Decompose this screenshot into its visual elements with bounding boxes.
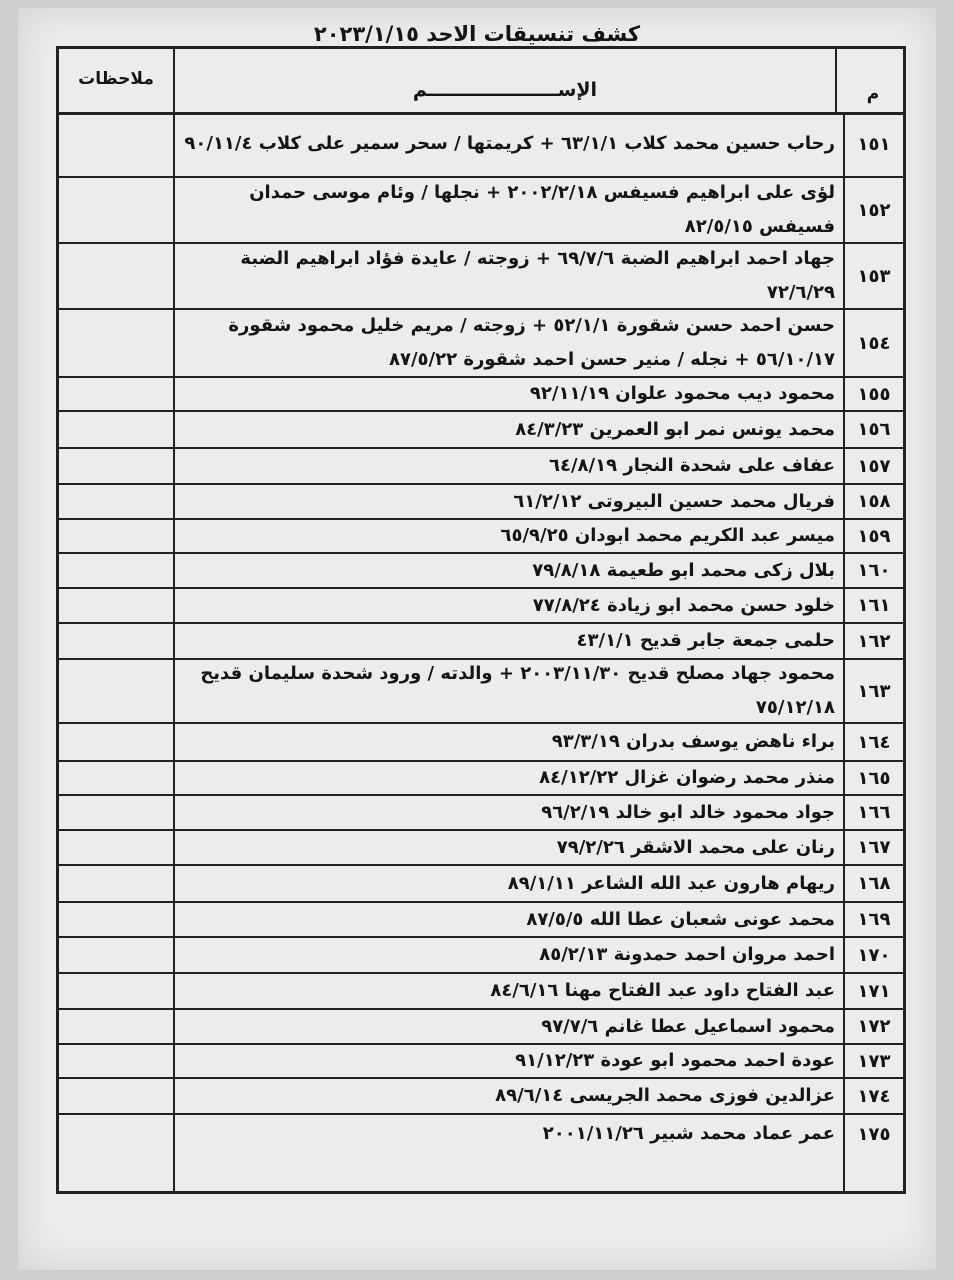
notes-cell <box>59 724 173 760</box>
row-number: ١٧٢ <box>857 1016 891 1037</box>
table-row <box>59 624 903 660</box>
notes-cell <box>59 903 173 936</box>
table-row <box>59 449 903 485</box>
name-cell <box>175 412 841 447</box>
name-text: عودة احمد محمود ابو عودة ٩١/١٢/٢٣ <box>515 1050 835 1071</box>
row-number: ١٦١ <box>857 595 891 616</box>
name-cell <box>175 938 841 972</box>
name-text: عبد الفتاح داود عبد الفتاح مهنا ٨٤/٦/١٦ <box>490 980 835 1001</box>
name-cell <box>175 589 841 622</box>
table-row <box>59 903 903 938</box>
table-row <box>59 831 903 866</box>
name-text: ميسر عبد الكريم محمد ابودان ٦٥/٩/٢٥ <box>500 525 835 546</box>
name-cell <box>175 310 841 376</box>
notes-cell <box>59 866 173 901</box>
name-cell <box>175 112 841 176</box>
row-number: ١٥٥ <box>857 383 891 405</box>
notes-cell <box>59 554 173 587</box>
name-cell <box>175 974 841 1008</box>
notes-cell <box>59 449 173 483</box>
name-text: عزالدين فوزى محمد الجريسى ٨٩/٦/١٤ <box>495 1085 835 1106</box>
table-row <box>59 378 903 412</box>
name-text: بلال زكى محمد ابو طعيمة ٧٩/٨/١٨ <box>532 559 835 581</box>
name-cell <box>175 1115 841 1153</box>
table-row <box>59 974 903 1010</box>
name-text: منذر محمد رضوان غزال ٨٤/١٢/٢٢ <box>539 767 835 788</box>
name-text: حسن احمد حسن شقورة ٥٢/١/١ + زوجته / مريم خليل محمود شقورة ٥٦/١٠/١٧ + نجله / منير حسن احمد شقورة ٨٧/٥/٢٢ <box>228 315 835 370</box>
row-number: ١٦٢ <box>857 630 891 652</box>
table-row <box>59 938 903 974</box>
row-number: ١٥١ <box>857 133 891 155</box>
table-row <box>59 660 903 724</box>
name-text: جهاد احمد ابراهيم الضبة ٦٩/٧/٦ + زوجته / عايدة فؤاد ابراهيم الضبة ٧٢/٦/٢٩ <box>240 248 835 303</box>
name-cell <box>175 485 841 518</box>
name-text: فريال محمد حسين البيروتى ٦١/٢/١٢ <box>513 490 835 512</box>
name-text: رنان على محمد الاشقر ٧٩/٢/٢٦ <box>556 836 835 858</box>
table-row <box>59 1115 903 1153</box>
table-row <box>59 589 903 624</box>
table-row <box>59 1045 903 1079</box>
name-text: عفاف على شحدة النجار ٦٤/٨/١٩ <box>548 455 835 476</box>
row-number: ١٥٢ <box>857 199 891 221</box>
roster-table <box>56 46 906 1194</box>
notes-cell <box>59 378 173 410</box>
name-cell <box>175 624 841 658</box>
name-cell <box>175 244 841 308</box>
name-cell <box>175 1079 841 1113</box>
table-row <box>59 485 903 520</box>
name-cell <box>175 449 841 483</box>
name-text: محمود ديب محمود علوان ٩٢/١١/١٩ <box>529 383 835 404</box>
notes-cell <box>59 974 173 1008</box>
row-number: ١٦٦ <box>857 802 891 823</box>
name-cell <box>175 378 841 410</box>
notes-cell <box>59 660 173 722</box>
notes-cell <box>59 112 173 176</box>
notes-cell <box>59 1010 173 1043</box>
table-header <box>59 49 903 115</box>
name-cell <box>175 724 841 760</box>
name-text: خلود حسن محمد ابو زيادة ٧٧/٨/٢٤ <box>532 594 835 616</box>
notes-cell <box>59 1079 173 1113</box>
row-number: ١٦٩ <box>857 909 891 930</box>
table-row <box>59 1010 903 1045</box>
row-number: ١٥٨ <box>857 491 891 512</box>
row-number: ١٧٥ <box>857 1123 891 1145</box>
notes-cell <box>59 178 173 242</box>
notes-cell <box>59 310 173 376</box>
table-row <box>59 1079 903 1115</box>
table-row <box>59 554 903 589</box>
table-row <box>59 178 903 244</box>
name-cell <box>175 520 841 552</box>
name-cell <box>175 762 841 794</box>
page-title: كشف تنسيقات الاحد ٢٠٢٣/١/١٥ <box>313 22 641 46</box>
name-text: عمر عماد محمد شبير ٢٠٠١/١١/٢٦ <box>542 1123 835 1144</box>
row-number: ١٧٣ <box>857 1050 891 1072</box>
notes-cell <box>59 520 173 552</box>
notes-cell <box>59 831 173 864</box>
row-number: ١٥٣ <box>857 265 891 287</box>
name-text: محمد يونس نمر ابو العمرين ٨٤/٣/٢٣ <box>515 418 835 440</box>
name-cell <box>175 796 841 829</box>
table-row <box>59 866 903 903</box>
notes-cell <box>59 796 173 829</box>
row-number: ١٥٧ <box>857 455 891 477</box>
name-cell <box>175 660 841 722</box>
name-text: لؤى على ابراهيم فسيفس ٢٠٠٢/٢/١٨ + نجلها / وئام موسى حمدان فسيفس ٨٢/٥/١٥ <box>249 182 835 237</box>
name-text: محمد عونى شعبان عطا الله ٨٧/٥/٥ <box>526 908 835 930</box>
name-text: براء ناهض يوسف بدران ٩٣/٣/١٩ <box>551 731 835 752</box>
notes-cell <box>59 1045 173 1077</box>
table-row <box>59 762 903 796</box>
header-notes: ملاحظات <box>78 69 154 89</box>
notes-cell <box>59 244 173 308</box>
name-cell <box>175 1045 841 1077</box>
name-text: ريهام هارون عبد الله الشاعر ٨٩/١/١١ <box>507 872 835 894</box>
row-number: ١٥٤ <box>857 332 891 354</box>
table-row <box>59 112 903 178</box>
header-name: الإســــــــــــــــــــم <box>175 49 837 112</box>
row-number: ١٦٣ <box>857 680 891 702</box>
notes-cell <box>59 412 173 447</box>
name-text: محمود جهاد مصلح قديح ٢٠٠٣/١١/٣٠ + والدته / ورود شحدة سليمان قديح ٧٥/١٢/١٨ <box>200 663 835 718</box>
notes-cell <box>59 624 173 658</box>
row-number: ١٦٨ <box>857 873 891 894</box>
table-row <box>59 796 903 831</box>
row-number: ١٧٤ <box>857 1085 891 1107</box>
notes-cell <box>59 938 173 972</box>
table-row <box>59 520 903 554</box>
name-text: رحاب حسين محمد كلاب ٦٣/١/١ + كريمتها / سحر سمير على كلاب ٩٠/١١/٤ <box>184 133 835 154</box>
table-row <box>59 310 903 378</box>
row-number: ١٧٠ <box>857 944 891 966</box>
table-row <box>59 724 903 762</box>
row-number: ١٧١ <box>857 980 891 1002</box>
table-row <box>59 412 903 449</box>
name-cell <box>175 1010 841 1043</box>
name-cell <box>175 178 841 242</box>
name-text: محمود اسماعيل عطا غانم ٩٧/٧/٦ <box>541 1015 835 1037</box>
name-cell <box>175 866 841 901</box>
row-number: ١٦٧ <box>857 837 891 858</box>
notes-cell <box>59 762 173 794</box>
notes-cell <box>59 1115 173 1153</box>
table-row <box>59 244 903 310</box>
notes-cell <box>59 485 173 518</box>
header-number: م <box>866 84 880 104</box>
name-cell <box>175 831 841 864</box>
name-cell <box>175 554 841 587</box>
name-cell <box>175 903 841 936</box>
row-number: ١٥٦ <box>857 419 891 440</box>
name-text: احمد مروان احمد حمدونة ٨٥/٢/١٣ <box>539 944 835 965</box>
name-text: حلمى جمعة جابر قديح ٤٣/١/١ <box>576 630 835 651</box>
notes-cell <box>59 589 173 622</box>
row-number: ١٥٩ <box>857 525 891 547</box>
row-number: ١٦٤ <box>857 731 891 753</box>
row-number: ١٦٠ <box>857 560 891 581</box>
row-number: ١٦٥ <box>857 767 891 789</box>
name-text: جواد محمود خالد ابو خالد ٩٦/٢/١٩ <box>541 801 835 823</box>
